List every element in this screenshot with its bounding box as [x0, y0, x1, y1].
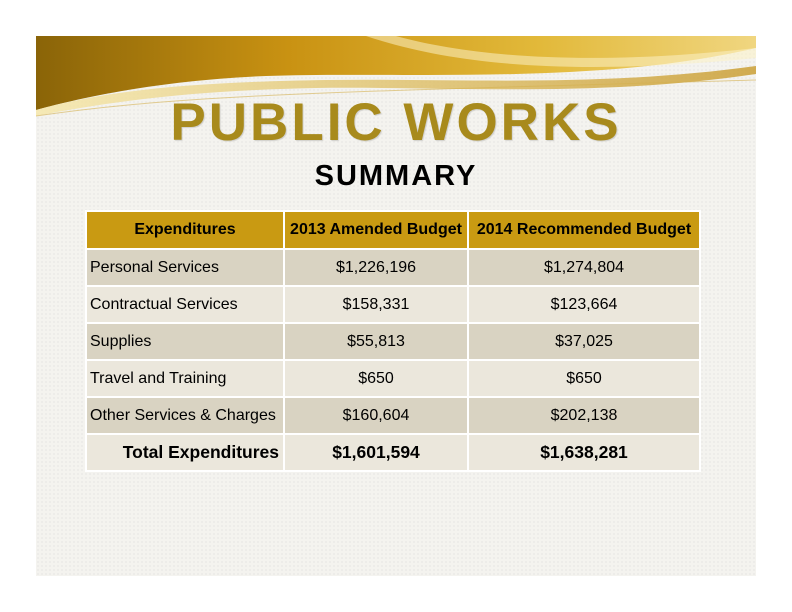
- column-header-2014-budget: 2014 Recommended Budget: [468, 211, 700, 249]
- row-category: Supplies: [86, 323, 284, 360]
- row-2014-value: $202,138: [468, 397, 700, 434]
- row-2013-value: $650: [284, 360, 468, 397]
- row-category: Personal Services: [86, 249, 284, 286]
- row-2013-value: $160,604: [284, 397, 468, 434]
- row-category: Travel and Training: [86, 360, 284, 397]
- row-2013-value: $1,226,196: [284, 249, 468, 286]
- row-2013-value: $55,813: [284, 323, 468, 360]
- table-row: [86, 323, 700, 360]
- table-header-row: [86, 211, 700, 249]
- slide: [36, 36, 756, 576]
- table-row: [86, 397, 700, 434]
- table-total-row: [86, 434, 700, 471]
- expenditures-table: [85, 210, 701, 472]
- table-row: [86, 360, 700, 397]
- row-2014-value: $650: [468, 360, 700, 397]
- row-2013-value: $158,331: [284, 286, 468, 323]
- table-row: [86, 286, 700, 323]
- row-2014-value: $37,025: [468, 323, 700, 360]
- total-label: Total Expenditures: [86, 434, 284, 471]
- row-category: Contractual Services: [86, 286, 284, 323]
- column-header-2013-budget: 2013 Amended Budget: [284, 211, 468, 249]
- page-subtitle: SUMMARY: [314, 160, 478, 192]
- row-2014-value: $123,664: [468, 286, 700, 323]
- total-2014-value: $1,638,281: [468, 434, 700, 471]
- page-title: PUBLIC WORKS: [170, 93, 622, 152]
- row-category: Other Services & Charges: [86, 397, 284, 434]
- column-header-expenditures: Expenditures: [86, 211, 284, 249]
- row-2014-value: $1,274,804: [468, 249, 700, 286]
- table-row: [86, 249, 700, 286]
- total-2013-value: $1,601,594: [284, 434, 468, 471]
